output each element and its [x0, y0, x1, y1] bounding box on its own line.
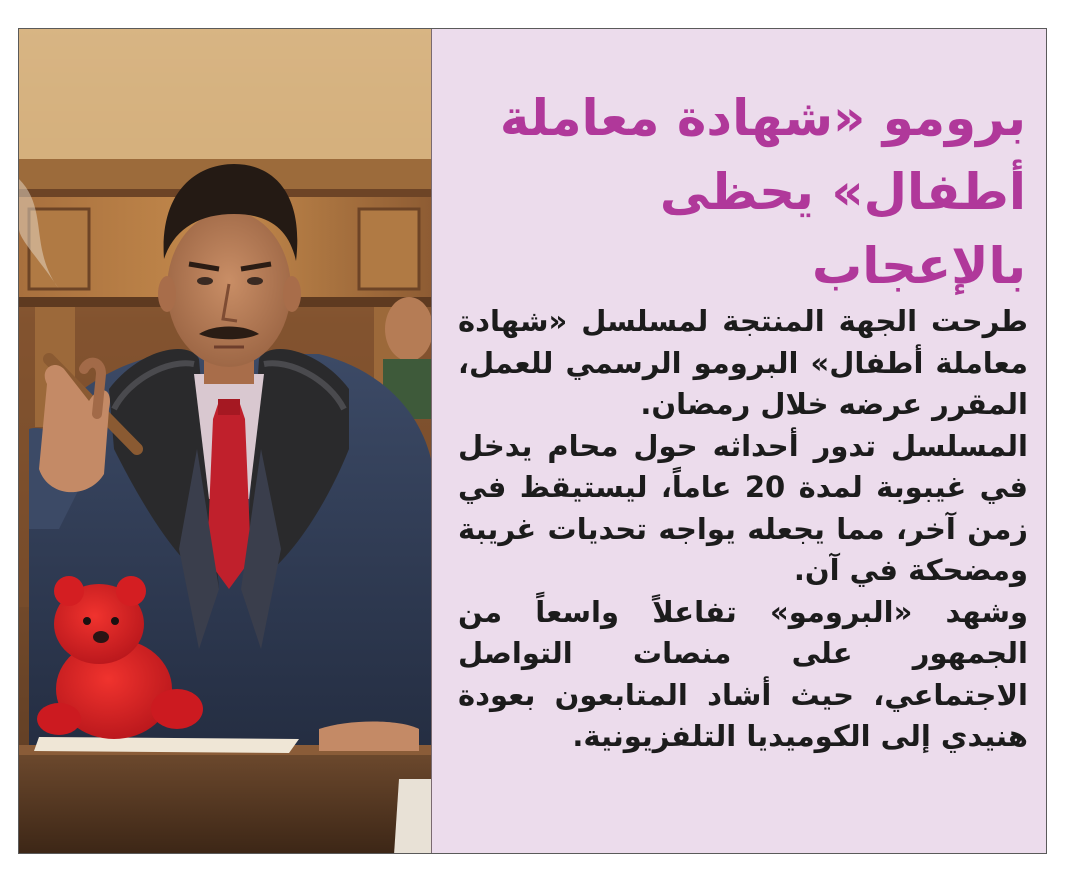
article-headline: برومو «شهادة معاملة أطفال» يحظى بالإعجاب — [499, 89, 1026, 295]
newspaper-clipping — [18, 28, 1047, 854]
article-paragraph: وشهد «البرومو» تفاعلاً واسعاً من الجمهور على منصات التواصل الاجتماعي، حيث أشاد المتابعون بعودة هنيدي إلى الكوميديا التلفزيونية. — [458, 594, 1028, 753]
article-paragraph: طرحت الجهة المنتجة لمسلسل «شهادة معاملة أطفال» البرومو الرسمي للعمل، المقرر عرضه خلال رمضان. — [458, 304, 1028, 421]
article-photo — [19, 29, 432, 854]
article-body — [458, 301, 1028, 758]
article-paragraph: المسلسل تدور أحداثه حول محام يدخل في غيبوبة لمدة 20 عاماً، ليستيقظ في زمن آخر، مما يجعله يواجه تحديات غريبة ومضحكة في آن. — [458, 428, 1028, 587]
article-text-panel — [432, 29, 1047, 854]
